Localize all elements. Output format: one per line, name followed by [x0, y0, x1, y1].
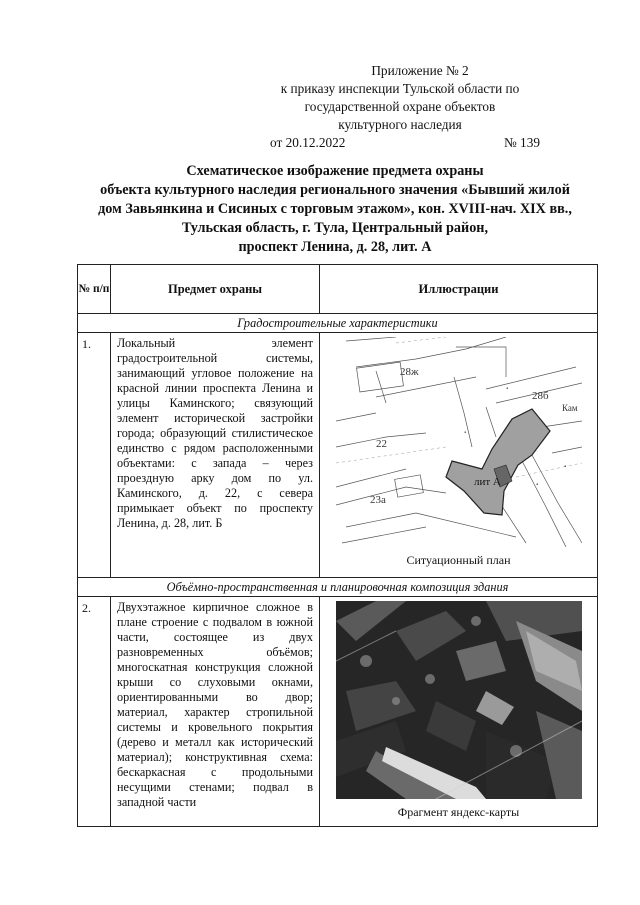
table-header-row — [78, 265, 598, 314]
svg-text:ꞏ: ꞏ — [535, 480, 538, 489]
title-line: Тульская область, г. Тула, Центральный район, — [181, 220, 489, 236]
title-line: Схематическое изображение предмета охраны — [186, 163, 484, 179]
situation-plan-map — [336, 337, 582, 547]
table-row — [78, 333, 598, 578]
row-number: 1. — [78, 333, 111, 578]
map-label-28b: 28б — [531, 390, 549, 402]
map-label-lit-a: лит А — [473, 476, 501, 488]
row-description: Локальный элемент градостроительной системы, занимающий угловое положение на красной линии проспекта Ленина и улицы Каминского; связующий элемент исторической застройки города; образующий стилистическое единство с рядом расположенными объектами: с запада – через проездную арку дом по ул. Каминского, д. 22, с севера примыкает объект по проспекту Ленина, д. 28, лит. Б — [111, 333, 320, 578]
row-number: 2. — [78, 597, 111, 827]
order-number: № 139 — [504, 135, 540, 150]
illustration-cell — [320, 333, 598, 578]
document-title — [70, 162, 600, 257]
row-description: Двухэтажное кирпичное сложное в плане строение с подвалом в южной части, состоящее из двух разновременных объёмов; многоскатная конструкция сложной крыши со слуховыми окнами, ориентированными во двор; материал, характер стропильной системы и кровельного покрытия (дерево и металл как исторический материал); конструктивная схема: бескаркасная с продольными несущими стенами; подвал в западной части — [111, 597, 320, 827]
situation-plan-caption: Ситуационный план — [406, 553, 511, 567]
map-label-kam: Кам — [561, 403, 578, 413]
yandex-map-caption: Фрагмент яндекс-карты — [397, 805, 520, 819]
title-line: объекта культурного наследия регионального значения «Бывший жилой — [100, 182, 570, 198]
header-num: № п/п — [78, 265, 111, 314]
map-label-22: 22 — [375, 438, 387, 450]
illustration-cell — [320, 597, 598, 827]
section-row — [78, 578, 598, 597]
situation-plan-image — [336, 337, 582, 568]
table-row — [78, 597, 598, 827]
svg-text:ꞏ: ꞏ — [563, 462, 566, 471]
appendix-order-line: культурного наследия — [338, 117, 462, 132]
title-line: проспект Ленина, д. 28, лит. А — [238, 239, 432, 255]
appendix-order-line: государственной охране объектов — [304, 99, 496, 114]
order-date: от 20.12.2022 — [270, 135, 346, 150]
appendix-order-line: к приказу инспекции Тульской области по — [280, 81, 520, 96]
title-line: дом Завьянкина и Сисиных с торговым этажом», кон. XVIII-нач. XIX вв., — [98, 201, 572, 217]
svg-text:ꞏ: ꞏ — [463, 428, 466, 437]
map-label-28zh: 28ж — [399, 366, 419, 378]
appendix-block — [250, 62, 550, 152]
aerial-photo — [336, 601, 582, 799]
svg-text:ꞏ: ꞏ — [505, 384, 508, 393]
appendix-date-row — [250, 134, 550, 152]
map-label-23a: 23а — [369, 494, 386, 506]
section-composition: Объёмно-пространственная и планировочная композиция здания — [78, 578, 598, 597]
section-urban: Градостроительные характеристики — [78, 314, 598, 333]
header-illustrations: Иллюстрации — [320, 265, 598, 314]
header-subject: Предмет охраны — [111, 265, 320, 314]
protection-table — [77, 264, 598, 827]
appendix-title: Приложение № 2 — [371, 63, 469, 78]
yandex-map-image — [336, 601, 582, 820]
section-row — [78, 314, 598, 333]
